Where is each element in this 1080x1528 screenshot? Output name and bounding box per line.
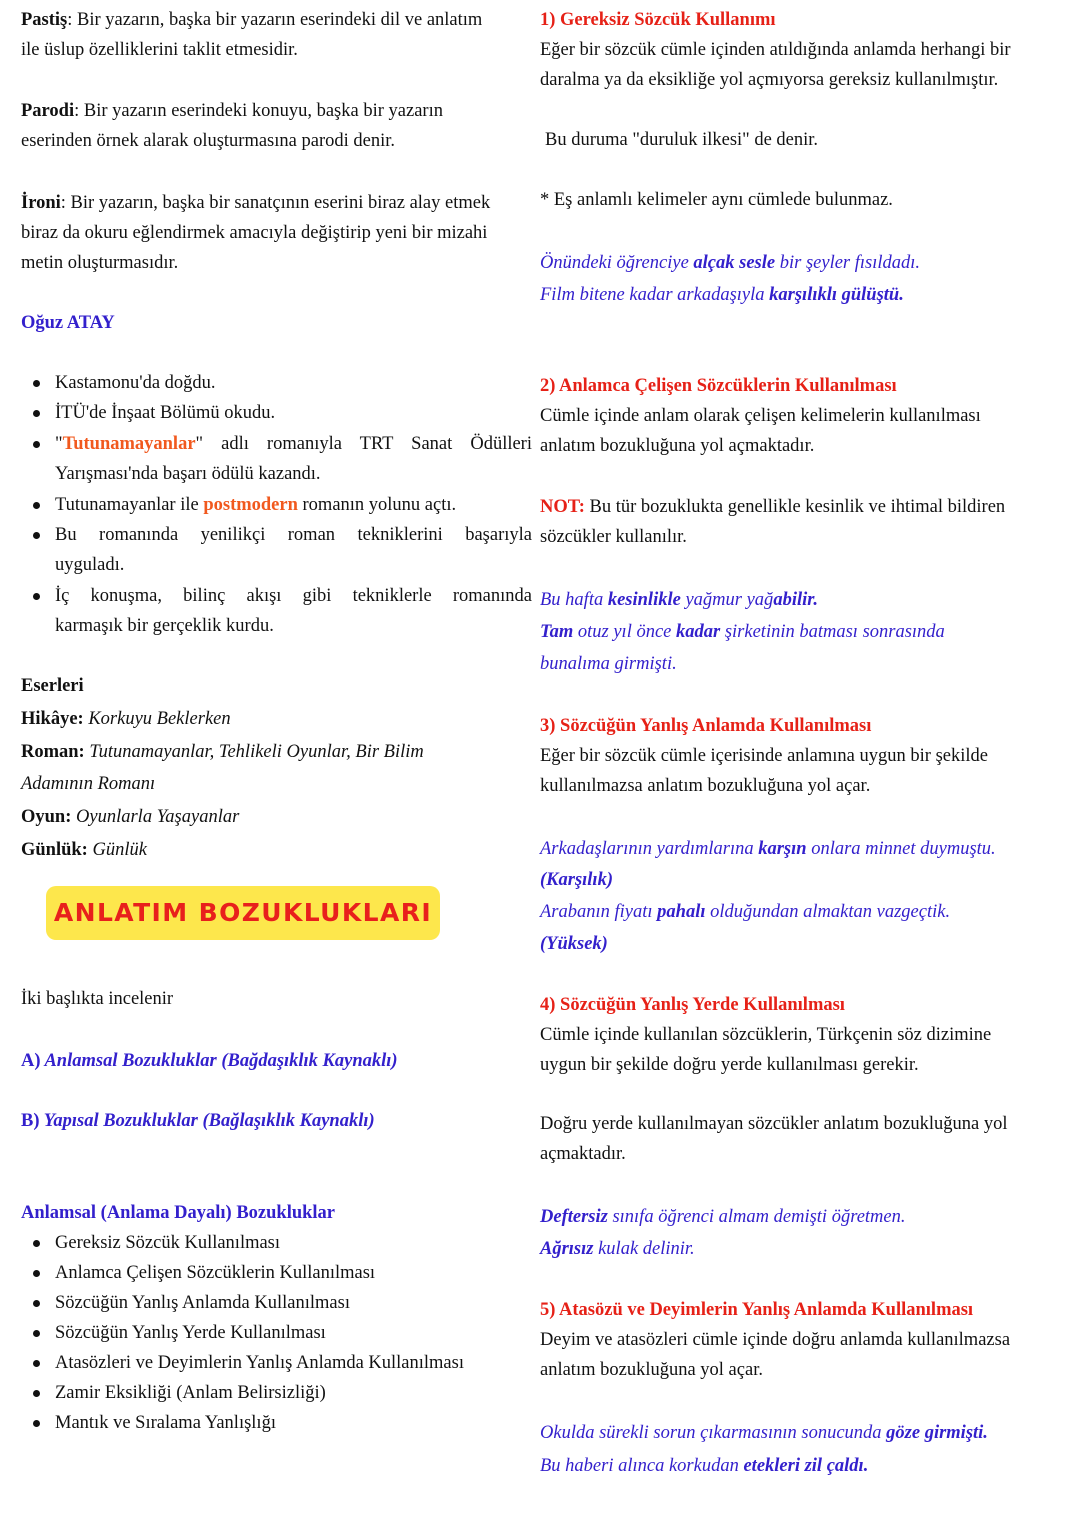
section-4-line-2: uygun bir şekilde doğru yerde kullanılması gerekir. (540, 1055, 919, 1075)
works-label: Hikâye: (21, 709, 84, 729)
list-item: Sözcüğün Yanlış Yerde Kullanılması (55, 1323, 326, 1343)
parodi-line-1 (21, 96, 443, 126)
list-item: Gereksiz Sözcük Kullanılması (55, 1233, 281, 1253)
note-text: Bu tür bozuklukta genellikle kesinlik ve ihtimal bildiren (584, 497, 1006, 517)
section-1-heading: 1) Gereksiz Sözcük Kullanımı (540, 10, 776, 30)
bullet-icon (33, 502, 40, 509)
section-4-heading: 4) Sözcüğün Yanlış Yerde Kullanılması (540, 995, 845, 1015)
example-text: otuz yıl önce (573, 622, 677, 642)
author-fact-6-line-1: İç konuşma, bilinç akışı gibi tekniklerle romanında (55, 586, 532, 606)
works-value: Korkuyu Beklerken (83, 709, 231, 729)
example-text: olduğundan almaktan vazgeçtik. (705, 902, 951, 922)
example-text: Film bitene kadar arkadaşıyla (540, 285, 770, 305)
author-fact-1: Kastamonu'da doğdu. (55, 373, 216, 393)
ironi-line-3: metin oluşturmasıdır. (21, 253, 179, 273)
bullet-icon (33, 380, 40, 387)
section-5-heading: 5) Atasözü ve Deyimlerin Yanlış Anlamda Kullanılması (540, 1300, 974, 1320)
example-highlight: kesinlikle (607, 590, 681, 610)
example-text: Bu haberi alınca korkudan (540, 1456, 744, 1476)
example-text: Arabanın fiyatı (540, 902, 658, 922)
bullet-icon (33, 410, 40, 417)
semantic-heading: Anlamsal (Anlama Dayalı) Bozukluklar (21, 1203, 336, 1223)
pastis-term: Pastiş (21, 10, 68, 30)
bullet-icon (33, 1300, 40, 1307)
section-2-example-1 (540, 585, 818, 615)
example-highlight: Deftersiz (540, 1207, 608, 1227)
type-b-label: B) (21, 1111, 40, 1131)
list-item: Zamir Eksikliği (Anlam Belirsizliği) (55, 1383, 326, 1403)
quote-open: " (55, 434, 63, 454)
author-fact-3-line-1 (55, 429, 532, 459)
type-a-label: A) (21, 1051, 41, 1071)
section-2-note-line-1 (540, 492, 1005, 522)
example-highlight: karşın (758, 839, 807, 859)
pastis-line-1 (21, 5, 482, 35)
section-3-line-2: kullanılmazsa anlatım bozukluğuna yol açar. (540, 776, 871, 796)
example-text: kulak delinir. (593, 1239, 695, 1259)
example-highlight: abilir. (773, 590, 819, 610)
author-fact-6-line-2: karmaşık bir gerçeklik kurdu. (55, 616, 274, 636)
example-highlight: Ağrısız (540, 1239, 594, 1259)
list-item: Mantık ve Sıralama Yanlışlığı (55, 1413, 276, 1433)
author-fact-4-post: romanın yolunu açtı. (297, 495, 457, 515)
parodi-term: Parodi (21, 101, 75, 121)
parodi-text: : Bir yazarın eserindeki konuyu, başka bir yazarın (74, 101, 443, 121)
author-fact-4-pre: Tutunamayanlar ile (55, 495, 204, 515)
pastis-text: : Bir yazarın, başka bir yazarın eserindeki dil ve anlatım (67, 10, 483, 30)
bullet-icon (33, 532, 40, 539)
pastis-line-2: ile üslup özelliklerini taklit etmesidir. (21, 40, 298, 60)
example-text: Önündeki öğrenciye (540, 253, 694, 273)
section-banner (46, 886, 440, 940)
section-1-example-1 (540, 248, 920, 278)
type-a-text: Anlamsal Bozukluklar (Bağdaşıklık Kaynaklı) (40, 1051, 398, 1071)
list-item: Atasözleri ve Deyimlerin Yanlış Anlamda Kullanılması (55, 1353, 464, 1373)
section-3-example-2 (540, 897, 950, 927)
works-label: Roman: (21, 742, 85, 762)
example-text: onlara minnet duymuştu. (806, 839, 996, 859)
example-text: Bu hafta (540, 590, 608, 610)
section-2-note-line-2: sözcükler kullanılır. (540, 527, 687, 547)
section-1-note: Bu duruma "duruluk ilkesi" de denir. (545, 130, 819, 150)
works-label: Günlük: (21, 840, 88, 860)
section-4-line-1: Cümle içinde kullanılan sözcüklerin, Türkçenin söz dizimine (540, 1025, 992, 1045)
section-5-example-2 (540, 1451, 868, 1481)
section-2-example-2 (540, 617, 945, 647)
works-item-novel-cont: Adamının Romanı (21, 774, 156, 794)
author-fact-2: İTÜ'de İnşaat Bölümü okudu. (55, 403, 276, 423)
novel-title-highlight: Tutunamayanlar (62, 434, 196, 454)
section-1-line-1: Eğer bir sözcük cümle içinden atıldığında anlamda herhangi bir (540, 40, 1011, 60)
works-label: Oyun: (21, 807, 72, 827)
ironi-text: : Bir yazarın, başka bir sanatçının eserini biraz alay etmek (60, 193, 491, 213)
bullet-icon (33, 1270, 40, 1277)
bullet-icon (33, 1240, 40, 1247)
section-4-example-2 (540, 1234, 695, 1264)
works-value: Tutunamayanlar, Tehlikeli Oyunlar, Bir Bilim (84, 742, 424, 762)
section-5-line-2: anlatım bozukluğuna yol açar. (540, 1360, 763, 1380)
section-1-line-2: daralma ya da eksikliğe yol açmıyorsa gereksiz kullanılmıştır. (540, 70, 999, 90)
example-highlight: kadar (676, 622, 721, 642)
example-highlight: etekleri zil çaldı. (743, 1456, 869, 1476)
section-1-example-2 (540, 280, 904, 310)
type-b-text: Yapısal Bozukluklar (Bağlaşıklık Kaynaklı) (39, 1111, 375, 1131)
section-2-example-2-cont: bunalıma girmişti. (540, 654, 677, 674)
works-value: Oyunlarla Yaşayanlar (71, 807, 240, 827)
example-text: bir şeyler fısıldadı. (775, 253, 921, 273)
section-4-line-3: Doğru yerde kullanılmayan sözcükler anlatım bozukluğuna yol (540, 1114, 1008, 1134)
section-3-correction-2: (Yüksek) (540, 934, 608, 954)
quote-close: " (195, 434, 204, 454)
banner-title: ANLATIM BOZUKLUKLARI (53, 898, 433, 927)
example-highlight: Tam (540, 622, 574, 642)
author-fact-5-line-1: Bu romanında yenilikçi roman tekniklerini başarıyla (55, 525, 532, 545)
section-4-line-4: açmaktadır. (540, 1144, 626, 1164)
bullet-icon (33, 1420, 40, 1427)
works-heading: Eserleri (21, 676, 84, 696)
ironi-term: İroni (21, 193, 61, 213)
section-2-line-1: Cümle içinde anlam olarak çelişen kelimelerin kullanılması (540, 406, 981, 426)
section-5-example-1 (540, 1418, 988, 1448)
author-fact-4 (55, 490, 456, 520)
section-5-line-1: Deyim ve atasözleri cümle içinde doğru anlamda kullanılmazsa (540, 1330, 1011, 1350)
list-item: Sözcüğün Yanlış Anlamda Kullanılması (55, 1293, 350, 1313)
list-item: Anlamca Çelişen Sözcüklerin Kullanılması (55, 1263, 376, 1283)
example-text: Okulda sürekli sorun çıkarmasının sonucunda (540, 1423, 887, 1443)
bullet-icon (33, 441, 40, 448)
works-item-story (21, 704, 231, 734)
type-b (21, 1106, 375, 1136)
type-a (21, 1046, 398, 1076)
works-item-play (21, 802, 239, 832)
ironi-line-1 (21, 188, 490, 218)
example-highlight: alçak sesle (693, 253, 776, 273)
author-fact-3-text: adlı romanıyla TRT Sanat Ödülleri (203, 434, 532, 454)
bullet-icon (33, 1360, 40, 1367)
note-label: NOT: (540, 497, 585, 517)
postmodern-highlight: postmodern (203, 495, 298, 515)
example-text: sınıfa öğrenci almam demişti öğretmen. (607, 1207, 906, 1227)
example-text: şirketinin batması sonrasında (720, 622, 945, 642)
author-heading: Oğuz ATAY (21, 313, 115, 333)
section-4-example-1 (540, 1202, 906, 1232)
section-2-line-2: anlatım bozukluğuna yol açmaktadır. (540, 436, 815, 456)
works-value: Günlük (87, 840, 147, 860)
section-3-heading: 3) Sözcüğün Yanlış Anlamda Kullanılması (540, 716, 872, 736)
section-2-heading: 2) Anlamca Çelişen Sözcüklerin Kullanılması (540, 376, 897, 396)
example-highlight: karşılıklı gülüştü. (769, 285, 904, 305)
bullet-icon (33, 1390, 40, 1397)
example-highlight: pahalı (657, 902, 706, 922)
example-text: Arkadaşlarının yardımlarına (540, 839, 759, 859)
classification-intro: İki başlıkta incelenir (21, 989, 174, 1009)
works-item-novel (21, 737, 424, 767)
ironi-line-2: biraz da okuru eğlendirmek amacıyla değiştirip yeni bir mizahi (21, 223, 488, 243)
example-highlight: göze girmişti. (886, 1423, 988, 1443)
author-fact-5-line-2: uyguladı. (55, 555, 125, 575)
bullet-icon (33, 1330, 40, 1337)
example-text: yağmur yağ (680, 590, 774, 610)
section-3-correction-1: (Karşılık) (540, 870, 613, 890)
section-3-example-1 (540, 834, 996, 864)
section-3-line-1: Eğer bir sözcük cümle içerisinde anlamına uygun bir şekilde (540, 746, 988, 766)
author-fact-3-line-2: Yarışması'nda başarı ödülü kazandı. (55, 464, 321, 484)
section-1-star-note: * Eş anlamlı kelimeler aynı cümlede bulunmaz. (540, 190, 893, 210)
works-item-diary (21, 835, 147, 865)
parodi-line-2: eserinden örnek alarak oluşturmasına parodi denir. (21, 131, 395, 151)
bullet-icon (33, 593, 40, 600)
